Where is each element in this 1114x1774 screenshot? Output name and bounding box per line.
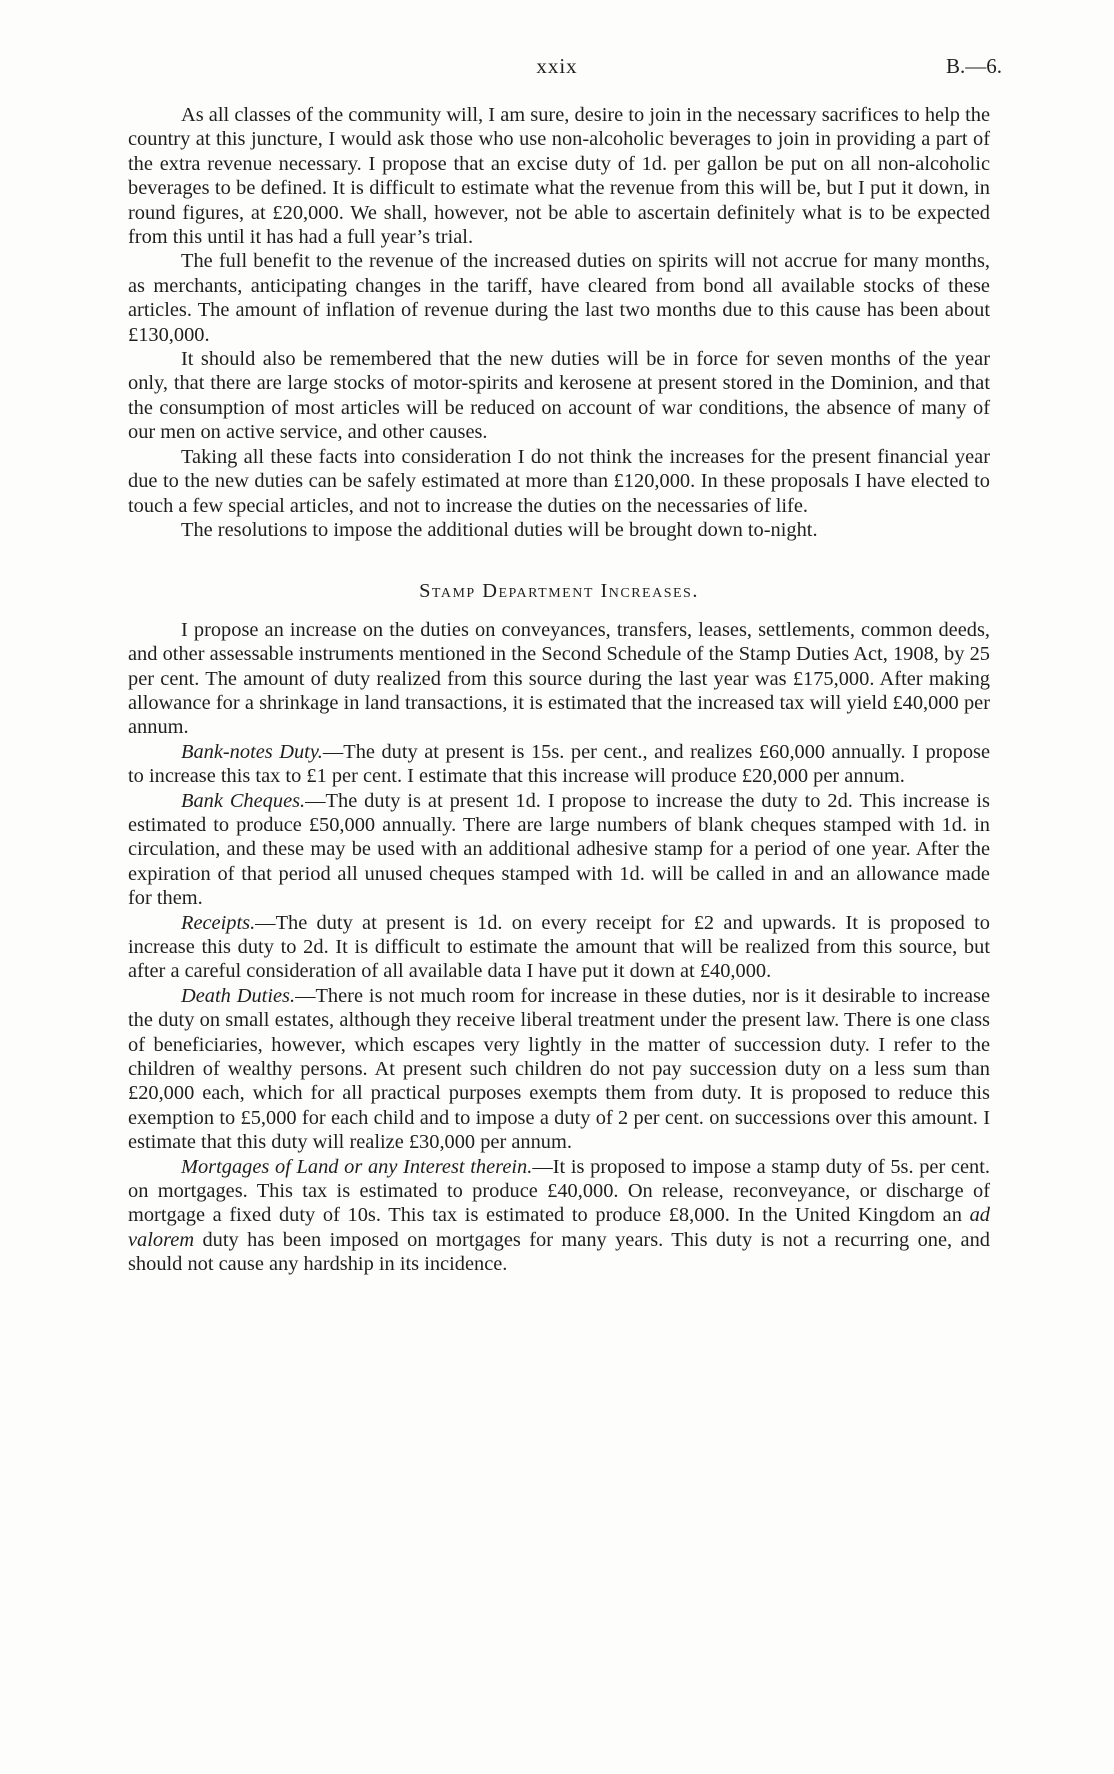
paragraph xyxy=(128,911,990,984)
document-reference: B.—6. xyxy=(945,54,1002,78)
paragraph-text: —The duty at present is 1d. on every receipt for £2 and upwards. It is proposed to increase this duty to 2d. It is difficult to estimate the amount that will be realized from this source, but after a careful consideration of all available data I have put it down at £40,000. xyxy=(128,911,990,983)
paragraph-lead: Bank-notes Duty. xyxy=(181,740,323,763)
paragraph-lead: Bank Cheques. xyxy=(181,789,306,812)
paragraph xyxy=(128,740,990,789)
paragraph-text: —The duty is at present 1d. I propose to increase the duty to 2d. This increase is estimated to produce £50,000 annually. There are large numbers of blank cheques stamped with 1d. in circulation, and these may be used with an additional adhesive stamp for a period of one year. After the expiration of that period all unused cheques stamped with 1d. will be called in and an allowance made for them. xyxy=(128,789,990,910)
paragraph-text: —It is proposed to impose a stamp duty of 5s. per cent. on mortgages. This tax is estimated to produce £40,000. On release, reconveyance, or discharge of mortgage a fixed duty of 10s. This tax is estimated to produce £8,000. In the United Kingdom an xyxy=(128,1155,990,1227)
paragraph-text: —There is not much room for increase in these duties, nor is it desirable to increase the duty on small estates, although they receive liberal treatment under the present law. There is one class of beneficiaries, however, which escapes very lightly in the matter of succession duty. I refer to the children of wealthy persons. At present such children do not pay succession duty on a less sum than £20,000 each, which for all practical purposes exempts them from duty. It is proposed to reduce this exemption to £5,000 for each child and to impose a duty of 2 per cent. on successions over this amount. I estimate that this duty will realize £30,000 per annum. xyxy=(128,984,990,1154)
paragraph-lead: Receipts. xyxy=(181,911,256,934)
paragraph-lead: Death Duties. xyxy=(181,984,296,1007)
section-heading: Stamp Department Increases. xyxy=(419,580,699,603)
body-text xyxy=(128,103,990,1277)
paragraph: Taking all these facts into consideration I do not think the increases for the present financial year due to the new duties can be safely estimated at more than £120,000. In these proposals I have elected to touch a few special articles, and not to increase the duties on the necessaries of life. xyxy=(128,445,990,517)
paragraph: It should also be remembered that the new duties will be in force for seven months of the year only, that there are large stocks of motor-spirits and kerosene at present stored in the Dominion, and that the consumption of most articles will be reduced on account of war conditions, the absence of many of our men on active service, and other causes. xyxy=(128,348,990,444)
paragraph: As all classes of the community will, I am sure, desire to join in the necessary sacrifices to help the country at this juncture, I would ask those who use non-alcoholic beverages to join in providing a part of the extra revenue necessary. I propose that an excise duty of 1d. per gallon be put on all non-alcoholic beverages to be defined. It is difficult to estimate what the revenue from this will be, but I put it down, in round figures, at £20,000. We shall, however, not be able to ascertain definitely what is to be expected from this until it has had a full year’s trial. xyxy=(128,104,990,249)
paragraph: The full benefit to the revenue of the increased duties on spirits will not accrue for many months, as merchants, anticipating changes in the tariff, have cleared from bond all available stocks of these articles. The amount of inflation of revenue during the last two months due to this cause has been about £130,000. xyxy=(128,250,990,346)
paragraph xyxy=(128,1155,990,1277)
paragraph-text: I propose an increase on the duties on conveyances, transfers, leases, settlements, common deeds, and other assessable instruments mentioned in the Second Schedule of the Stamp Duties Act, 1908, by 25 per cent. The amount of duty realized from this source during the last year was £175,000. After making allowance for a shrinkage in land transactions, it is estimated that the increased tax will yield £40,000 per annum. xyxy=(128,618,990,739)
paragraph xyxy=(128,618,990,740)
page-number: xxix xyxy=(536,54,578,78)
paragraph-lead: Mortgages of Land or any Interest therein. xyxy=(181,1155,533,1178)
paragraph xyxy=(128,984,990,1155)
paragraph xyxy=(128,789,990,911)
paragraph-text: —The duty at present is 15s. per cent., and realizes £60,000 annually. I propose to increase this tax to £1 per cent. I estimate that this increase will produce £20,000 per annum. xyxy=(128,740,990,788)
page-header xyxy=(0,54,1114,84)
paragraph-text-end: duty has been imposed on mortgages for many years. This duty is not a recurring one, and should not cause any hardship in its incidence. xyxy=(128,1228,990,1276)
paragraph-italic-phrase: ad valorem xyxy=(128,1204,990,1251)
paragraph: The resolutions to impose the additional duties will be brought down to-night. xyxy=(181,518,818,541)
